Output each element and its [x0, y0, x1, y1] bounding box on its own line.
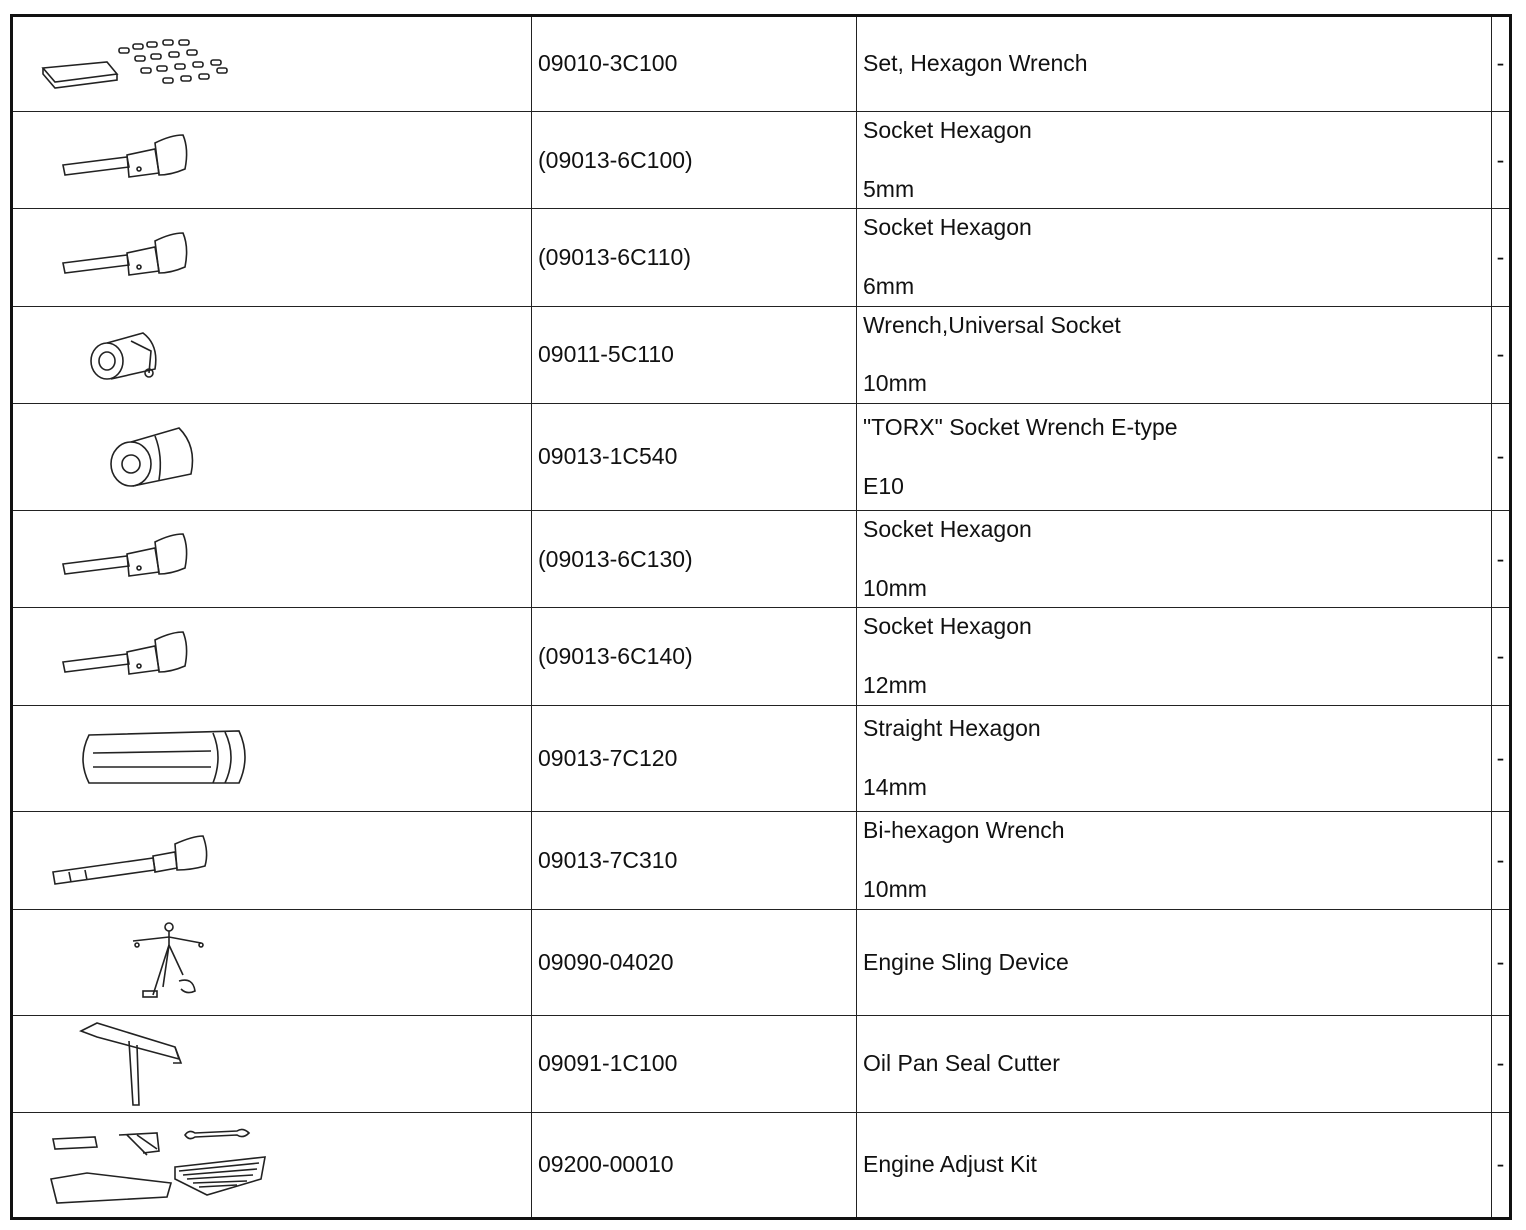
socket-hexagon-icon	[59, 524, 239, 594]
tool-image-cell	[12, 209, 532, 306]
description-cell	[857, 608, 1492, 705]
engine-adjust-kit-icon	[47, 1123, 277, 1207]
socket-hexagon-icon	[59, 223, 239, 293]
universal-socket-icon	[71, 315, 191, 395]
tool-image-cell	[12, 511, 532, 608]
remark-cell: -	[1492, 16, 1511, 112]
part-number-cell: 09010-3C100	[532, 16, 857, 112]
table-row	[12, 705, 1511, 811]
description-size: 14mm	[863, 773, 927, 800]
description-title: "TORX" Socket Wrench E-type	[863, 413, 1178, 440]
table-row	[12, 511, 1511, 608]
part-number-cell: 09090-04020	[532, 910, 857, 1016]
tool-image-cell	[12, 16, 532, 112]
tool-image-cell	[12, 910, 532, 1016]
part-number-cell: (09013-6C130)	[532, 511, 857, 608]
description-cell	[857, 112, 1492, 209]
part-number-cell: (09013-6C140)	[532, 608, 857, 705]
description-size: 12mm	[863, 672, 927, 699]
description-title: Socket Hexagon	[863, 117, 1032, 144]
description-title: Socket Hexagon	[863, 214, 1032, 241]
description-size: 10mm	[863, 370, 927, 397]
tool-image-cell	[12, 1112, 532, 1218]
description-cell	[857, 511, 1492, 608]
tool-image-cell	[12, 1016, 532, 1112]
tool-image-cell	[12, 705, 532, 811]
table-row	[12, 209, 1511, 306]
table-row	[12, 811, 1511, 909]
remark-cell: -	[1492, 209, 1511, 306]
table-row	[12, 306, 1511, 403]
description-title: Straight Hexagon	[863, 715, 1041, 742]
part-number-cell: (09013-6C100)	[532, 112, 857, 209]
part-number-cell: 09013-7C310	[532, 811, 857, 909]
description-cell	[857, 209, 1492, 306]
bi-hexagon-wrench-icon	[49, 826, 229, 896]
remark-cell: -	[1492, 511, 1511, 608]
tool-image-cell	[12, 811, 532, 909]
tool-image-cell	[12, 112, 532, 209]
description-size: 5mm	[863, 175, 915, 202]
seal-cutter-icon	[77, 1019, 187, 1109]
part-number-cell: 09011-5C110	[532, 306, 857, 403]
remark-cell: -	[1492, 910, 1511, 1016]
description-title: Set, Hexagon Wrench	[863, 50, 1088, 77]
description-cell	[857, 306, 1492, 403]
hexagon-wrench-set-icon	[29, 24, 269, 104]
description-size: E10	[863, 472, 904, 499]
table-row	[12, 608, 1511, 705]
part-number-cell: 09091-1C100	[532, 1016, 857, 1112]
straight-hexagon-icon	[71, 723, 271, 793]
table-row	[12, 1016, 1511, 1112]
table-row	[12, 112, 1511, 209]
description-size: 10mm	[863, 876, 927, 903]
part-number-cell: (09013-6C110)	[532, 209, 857, 306]
description-cell	[857, 910, 1492, 1016]
description-cell	[857, 1112, 1492, 1218]
description-title: Socket Hexagon	[863, 613, 1032, 640]
tool-image-cell	[12, 608, 532, 705]
socket-hexagon-icon	[59, 125, 239, 195]
table-row	[12, 910, 1511, 1016]
description-title: Engine Adjust Kit	[863, 1151, 1037, 1178]
description-cell	[857, 1016, 1492, 1112]
description-size: 6mm	[863, 273, 915, 300]
part-number-cell: 09013-7C120	[532, 705, 857, 811]
remark-cell: -	[1492, 608, 1511, 705]
description-cell	[857, 16, 1492, 112]
description-cell	[857, 811, 1492, 909]
remark-cell: -	[1492, 705, 1511, 811]
table-row	[12, 1112, 1511, 1218]
remark-cell: -	[1492, 306, 1511, 403]
tool-image-cell	[12, 306, 532, 403]
description-title: Wrench,Universal Socket	[863, 311, 1121, 338]
description-title: Socket Hexagon	[863, 516, 1032, 543]
remark-cell: -	[1492, 1112, 1511, 1218]
description-title: Bi-hexagon Wrench	[863, 817, 1065, 844]
remark-cell: -	[1492, 1016, 1511, 1112]
description-size: 10mm	[863, 574, 927, 601]
remark-cell: -	[1492, 403, 1511, 510]
description-title: Oil Pan Seal Cutter	[863, 1050, 1060, 1077]
torx-socket-icon	[93, 412, 213, 502]
tool-image-cell	[12, 403, 532, 510]
description-cell	[857, 403, 1492, 510]
part-number-cell: 09200-00010	[532, 1112, 857, 1218]
special-tools-table	[10, 14, 1512, 1220]
remark-cell: -	[1492, 811, 1511, 909]
remark-cell: -	[1492, 112, 1511, 209]
part-number-cell: 09013-1C540	[532, 403, 857, 510]
description-title: Engine Sling Device	[863, 948, 1069, 975]
table-row	[12, 16, 1511, 112]
table-row	[12, 403, 1511, 510]
description-cell	[857, 705, 1492, 811]
engine-sling-icon	[121, 915, 221, 1011]
socket-hexagon-icon	[59, 622, 239, 692]
